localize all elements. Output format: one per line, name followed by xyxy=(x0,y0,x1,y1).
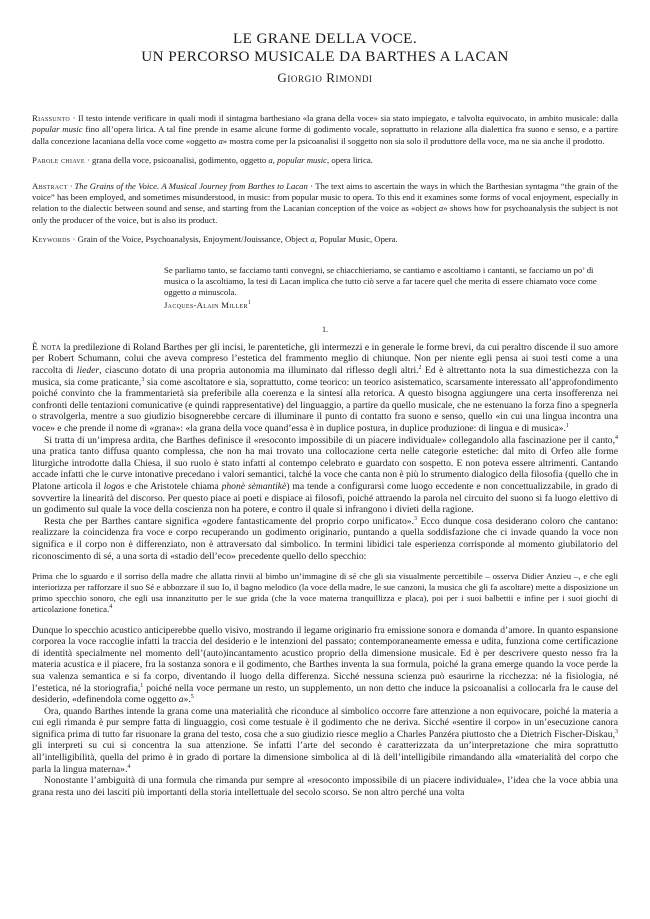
riassunto-paragraph xyxy=(32,113,618,147)
body-text: , ciascuno dotato di una propria autonomia ma illuminato dal riflesso degli altri. xyxy=(99,365,419,377)
footnote-ref[interactable]: 3 xyxy=(141,376,145,383)
keywords-text: · Grain of the Voice, Psychoanalysis, Enjoyment/Jouissance, Object xyxy=(70,234,311,245)
abstract-text: » shows how for psychoanalysis the subject is not only the producer of the voice, but is also its product. xyxy=(32,203,618,225)
footnote-ref[interactable]: 1 xyxy=(565,422,569,429)
abstract-label: Abstract xyxy=(32,180,68,191)
footnote-ref[interactable]: 5 xyxy=(190,693,194,700)
epigraph-italic: a xyxy=(192,287,197,298)
body-text: poiché nella voce permane un resto, un supplemento, un non detto che induce la psicoanalisi a collocarla fra le cause del desiderio, «definendola come oggetto xyxy=(32,682,618,706)
footnote-ref[interactable]: 3 xyxy=(615,728,618,735)
drop-lead: È nota xyxy=(32,341,62,353)
riassunto-label: Riassunto xyxy=(32,113,71,123)
keywords-label: Keywords xyxy=(32,234,71,245)
footnote-ref[interactable]: 1 xyxy=(140,682,144,689)
keywords-italic: a xyxy=(310,234,315,245)
footnote-ref[interactable]: 4 xyxy=(109,604,113,611)
parole-chiave-text: , xyxy=(272,155,278,166)
abstract-italic: a xyxy=(438,203,444,214)
riassunto-italic: a xyxy=(218,135,223,146)
keywords-paragraph xyxy=(32,234,618,245)
parole-chiave-paragraph xyxy=(32,155,618,166)
epigraph-attribution xyxy=(164,300,618,310)
footnote-ref[interactable]: 4 xyxy=(127,763,131,770)
keywords-text: , Popular Music, Opera. xyxy=(314,234,398,245)
parole-chiave-label: Parole chiave xyxy=(32,155,85,166)
footnote-ref[interactable]: 4 xyxy=(615,434,618,441)
body-paragraph-6 xyxy=(32,775,618,798)
epigraph-author: Jacques-Alain Miller xyxy=(164,299,248,310)
epigraph xyxy=(164,265,618,299)
parole-chiave-italic: popular music xyxy=(277,155,328,166)
epigraph-text: minuscola. xyxy=(196,287,237,298)
body-italic: a xyxy=(178,694,184,706)
riassunto-text: » mostra come per la psicoanalisi il soggetto non sia solo il produttore della voce, ma ne sia anche il prodotto. xyxy=(222,135,605,146)
body-text: Ecco dunque cosa desiderano coloro che cantano: realizzare la coincidenza fra voce e corpo recuperando un godimento originario, puntando a quella soddisfazione che ci invade quando la voce non significa e il corpo non è differenziato, non è attraversato dal simbolico. In termini libidici tale esperienza corrisponde al momento giubilatorio del riconoscimento di sé, a una sorta di «stadio dell’eco» precedente quello dello specchio: xyxy=(32,515,618,562)
block-quote xyxy=(32,571,618,615)
body-text: Nonostante l’ambiguità di una formula che rimanda pur sempre al «resoconto impossibile di un piacere individuale», l’idea che la voce abbia una grana resta uno dei lasciti più importanti della storia intellettuale del secolo scorso. Se non altro perché una volta xyxy=(32,775,618,798)
parole-chiave-text: · grana della voce, psicoanalisi, godimento, oggetto xyxy=(84,155,269,166)
body-text: Ed è altrettanto nota la sua dimestichezza con la musica, sia come praticante, xyxy=(32,365,618,388)
body-text: e che Aristotele chiama xyxy=(124,481,222,492)
title-line-2: UN PERCORSO MUSICALE DA BARTHES A LACAN xyxy=(141,48,509,65)
riassunto-italic: popular music xyxy=(32,124,83,135)
body-text: ) ma tende a configurarsi come luogo eccedente e non concettualizzabile, in grado di sovvertire la linearità del discorso. Per questo piace ai poeti e dispiace ai filosofi, poiché attraendo la parola nel circuito del suono si fa luogo elettivo di un godimento sul quale la voce della coscienza non ha potere, e contro il quale si infrangono i divieti della ragione. xyxy=(32,481,618,516)
parole-chiave-italic: a xyxy=(268,155,273,166)
body-text: Ora, quando Barthes intende la grana come una materialità che riconduce al simbolico occorre fare attenzione a non equivocare, poiché la materia a cui egli rimanda è pur sempre fatta di linguaggio, così come testuale è il godimento che ne deriva. Sicché «sentire il corpo» in un’esecuzione canora significa prima di tutto far risuonare la grana del testo, cosa che a suo giudizio riesce meglio a Charles Panzéra piuttosto che a Dietrich Fischer-Diskau, xyxy=(32,705,618,740)
body-paragraph-2 xyxy=(32,435,618,516)
body-italic: lieder xyxy=(76,365,100,377)
body-text: sia come ascoltatore e sia, soprattutto, come teorico: un teorico asistematico, scarsamente interessato all’approfondimento poiché convinto che la frammentarietà sia preferibile alla coerenza e la sintesi alla retorica. A questo bisogna aggiungere una certa insofferenza nei confronti delle tentazioni comunicative (e quindi rappresentative) del linguaggio, a partire da quello musicale, che ne estenuano la forza fino a spegnerla o stravolgerla, mentre a suo giudizio bisognerebbe cercare di illuminare il punto di contatto fra suono e senso, quello «in cui una lingua incontra una voce» e che prende il nome di «grana»: «la grana della voce quand’essa è in duplice postura, in duplice produzione: di lingua e di musica». xyxy=(32,376,619,435)
body-paragraph-4 xyxy=(32,625,618,706)
abstract-english-title: · The Grains of the Voice. A Musical Journey from Barthes to Lacan xyxy=(67,180,308,191)
body-text: una pratica tanto diffusa quanto complessa, che non ha mai trovato una collocazione certa nelle categorie estetiche: dal mito di Orfeo alle forme liturgiche introdotte dalla Chiesa, il suo ruolo è stato infatti al contempo celebrato e guardato con sospetto. E non poteva essere altrimenti. Cantando accade infatti che le curve intonative precedano i valori semantici, talché la voce che canta non è più lo strumento dialogico della filosofia (quello che in Platone articola il xyxy=(32,446,618,492)
section-number: 1. xyxy=(322,324,328,334)
footnote-ref[interactable]: 3 xyxy=(413,515,417,522)
author-name: Giorgio Rimondi xyxy=(277,70,373,85)
quote-text: Prima che lo sguardo e il sorriso della madre che allatta rinvii al bimbo un’immagine di sé che gli sia visualmente percettibile – osserva Didier Anzieu –, e che egli interiorizza per rafforzare il suo Sé e abbozzare il suo Io, il bagno melodico (la voce della madre, le sue canzoni, la musica che gli fa ascoltare) mette a disposizione un primo specchio sonoro, che egli usa innanzitutto per le sue grida (che la voce materna tranquillizza e placa), poi per i suoi balbettii e infine per i suoi giochi di articolazione fonetica. xyxy=(32,571,618,615)
body-text: ». xyxy=(183,694,191,706)
footnote-ref[interactable]: 1 xyxy=(247,299,252,306)
riassunto-text: · Il testo intende verificare in quali modi il sintagma barthesiano «la grana della voce» sia stato impiegato, e talvolta equivocato, in ambito musicale: dalla xyxy=(70,113,618,123)
article-title xyxy=(32,30,618,66)
body-text: Dunque lo specchio acustico anticiperebbe quello visivo, mostrando il legame originario fra emissione sonora e domanda d’amore. In quanto espansione corporea la voce raccoglie infatti la traccia del desiderio e le intenzioni del passato; contemporaneamente emessa e udita, funziona come certificazione di identità specialmente nel momento dell’(auto)incantamento acustico proprio della dimensione musicale. Ed è per descrivere questo nesso fra la materia acustica e il piacere, fra la sostanza sonora e il godimento, che Barthes inventa la sua formula, poiché la grana emerge quando la voce perde la sua valenza semantica e si fa corpo, diventando il luogo della differenza. Sicché nessuna scienza può esaurirne la ricchezza: né la fisiologia, né l’estetica, né la storiografia, xyxy=(32,624,618,694)
body-text: gli interpreti su cui si concentra la sua attenzione. Se infatti l’arte del secondo è caratterizzata da un’interpretazione che mira soprattutto all’intelligibilità, quella del primo è in grado di portare la dimensione simbolica al di là dell’intelligibile rimandando alla «materialità del corpo che parla la lingua materna». xyxy=(32,740,618,775)
body-paragraph-1 xyxy=(32,342,618,435)
body-italic: logos xyxy=(103,481,125,492)
body-text: Resta che per Barthes cantare significa «godere fantasticamente del proprio corpo unificato». xyxy=(44,515,414,527)
body-paragraph-5 xyxy=(32,706,618,776)
riassunto-text: fino all’opera lirica. A tal fine prende in esame alcune forme di godimento vocale, soprattutto in relazione alla dialettica fra suono e senso, e a partire dalla concezione lacaniana della voce come «oggetto xyxy=(32,124,619,146)
body-text: Si tratta di un’impresa ardita, che Barthes definisce il «resoconto impossibile di un piacere individuale» collegandolo alla fascinazione per il canto, xyxy=(44,434,615,446)
epigraph-text: Se parliamo tanto, se facciamo tanti convegni, se chiacchieriamo, se cantiamo e ascoltiamo i cantanti, se facciamo un po’ di musica o la ascoltiamo, la tesi di Lacan implica che tutto ciò serve a far tacere quel che merita di essere chiamato voce come oggetto xyxy=(164,264,597,298)
footnote-ref[interactable]: 2 xyxy=(418,364,422,371)
body-paragraph-3 xyxy=(32,516,618,562)
abstract-text: · The text aims to ascertain the ways in which the Barthesian syntagma “the grain of the voice” has been employed, and sometimes misunderstood, in music: from popular music to opera. To this end it examines some forms of vocal enjoyment, especially in relation to the dialectic between sound and sense, and starting from the Lacanian conception of the voice as «object xyxy=(32,180,618,214)
body-italic: phonè sèmantikè xyxy=(221,481,287,492)
title-line-1: LE GRANE DELLA VOCE. xyxy=(232,30,418,47)
parole-chiave-text: , opera lirica. xyxy=(327,155,373,166)
body-text: la predilezione di Roland Barthes per gli incisi, le parentetiche, gli intermezzi e in generale le forme brevi, da cui peraltro discende il suo amore per Robert Schumann, colui che aveva compreso l’estetica del frammento meglio di chiunque. Non per niente egli pensa ai suoi testi come a una raccolta di xyxy=(32,341,618,377)
abstract-paragraph xyxy=(32,181,618,227)
